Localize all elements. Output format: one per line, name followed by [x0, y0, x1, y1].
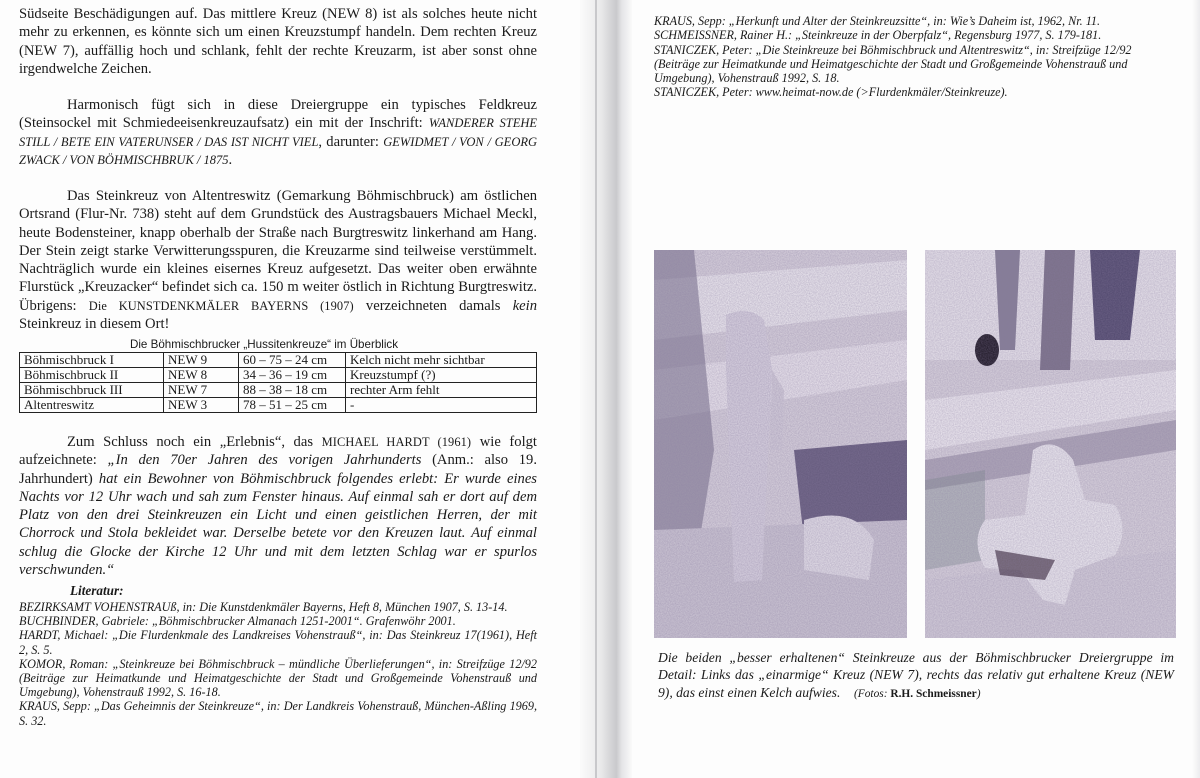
cell-remark: Kreuzstumpf (?): [346, 368, 537, 383]
crosses-table: [19, 352, 537, 413]
credit-prefix: (Fotos:: [853, 687, 891, 700]
paragraph-4-text-a: Zum Schluss noch ein „Erlebnis“, das: [67, 434, 322, 450]
literature-entry: HARDT, Michael: „Die Flurdenkmale des Landkreises Vohenstrauß“, in: Das Steinkreuz 17(1961), Heft 2, S. 5.: [19, 628, 537, 657]
cell-id: NEW 8: [164, 368, 239, 383]
quote-a: „In den 70er Jahren des vorigen Jahrhunderts: [107, 452, 422, 469]
literature-entry: STANICZEK, Peter: „Die Steinkreuze bei Böhmischbruck und Altentreswitz“, in: Streifzüge 12/92 (Beiträge zur Heimatkunde und Heimatgeschichte der Stadt und Großgemeinde Vohenstrauß und Umgebung), Vohenstrauß 1992, S. 18.: [654, 42, 1132, 86]
table-row: [20, 368, 537, 383]
cell-dimensions: 34 – 36 – 19 cm: [239, 368, 346, 383]
paragraph-1: [19, 5, 537, 78]
literature-entry: KRAUS, Sepp: „Das Geheimnis der Steinkreuze“, in: Der Landkreis Vohenstrauß, München-Aßling 1969, S. 32.: [19, 699, 537, 728]
photo-credit: [854, 688, 981, 700]
credit-name: R.H. Schmeissner: [890, 687, 977, 700]
table-title: Die Böhmischbrucker „Hussitenkreuze“ im Überblick: [129, 338, 399, 351]
cell-id: NEW 7: [164, 383, 239, 398]
caption-text: Die beiden „besser erhaltenen“ Steinkreuze aus der Böhmischbrucker Dreiergruppe im Detail: Links das „einarmige“ Kreuz (NEW 7), rechts das relativ gut erhaltene Kreuz (NEW 9), das einst einen Kelch aufwies.: [658, 650, 1174, 700]
literature-entry: KRAUS, Sepp: „Herkunft und Alter der Steinkreuzsitte“, in: Wie’s Daheim ist, 1962, Nr. 11.: [654, 14, 1101, 28]
cell-dimensions: 88 – 38 – 18 cm: [239, 383, 346, 398]
crosses-overview-table: [19, 338, 537, 413]
cell-location: Böhmischbruck III: [20, 383, 164, 398]
literature-list-left: [19, 600, 537, 728]
table-row: [20, 353, 537, 368]
photo-caption: [658, 649, 1174, 703]
paragraph-3-small-caps: Die KUNSTDENKMÄLER BAYERNS (1907): [88, 298, 354, 313]
paragraph-2-text-c: .: [228, 151, 233, 168]
cell-id: NEW 3: [164, 398, 239, 413]
cell-dimensions: 78 – 51 – 25 cm: [239, 398, 346, 413]
paragraph-2-text-b: , darunter:: [318, 133, 384, 150]
inscription-a: WANDERER STEHE STILL / BETE EIN VATERUNSER / DAS IST NICHT VIEL: [19, 116, 537, 149]
cell-location: Altentreswitz: [20, 398, 164, 413]
cell-id: NEW 9: [164, 353, 239, 368]
paragraph-1-text: Südseite Beschädigungen auf. Das mittlere Kreuz (NEW 8) ist als solches heute nicht mehr zu erkennen, es könnte sich um einen Kreuzstumpf handeln. Dem rechten Kreuz (NEW 7), auffällig hoch und schlank, fehlt der rechte Kreuzarm, ist aber sonst ohne irgendwelche Zeichen.: [19, 6, 537, 77]
paragraph-3-text-b: verzeichneten damals: [353, 297, 513, 314]
page-fold: [595, 0, 597, 778]
paragraph-4: [19, 433, 537, 579]
table-row: [20, 383, 537, 398]
credit-suffix: ): [976, 687, 981, 700]
cell-remark: -: [346, 398, 537, 413]
inscription-b: GEWIDMET / VON / GEORG ZWACK / VON BÖHMISCHBRUK / 1875: [19, 134, 538, 167]
cell-remark: Kelch nicht mehr sichtbar: [346, 353, 537, 368]
paragraph-3-text-c: Steinkreuz in diesem Ort!: [19, 316, 170, 333]
paragraph-2: [19, 96, 537, 169]
book-gutter: [580, 0, 632, 778]
paragraph-4-text-c: (Anm.: also 19. Jahrhundert): [19, 452, 537, 487]
cell-remark: rechter Arm fehlt: [346, 383, 537, 398]
paragraph-3-emphasis: kein: [512, 297, 537, 314]
photo-stone-cross-new-9: [925, 250, 1176, 638]
literature-entry: SCHMEISSNER, Rainer H.: „Steinkreuze in der Oberpfalz“, Regensburg 1977, S. 179-181.: [654, 28, 1102, 43]
literature-entry: KOMOR, Roman: „Steinkreuze bei Böhmischbruck – mündliche Überlieferungen“, in: Streifzüge 12/92 (Beiträge zur Heimatkunde und Heimatgeschichte der Stadt und Großgemeinde Vohenstrauß und Umgebung), Vohenstrauß 1992, S. 16-18.: [19, 656, 537, 700]
cell-location: Böhmischbruck I: [20, 353, 164, 368]
literature-entry: STANICZEK, Peter: www.heimat-now.de (>Flurdenkmäler/Steinkreuze).: [654, 85, 1008, 100]
literature-entry: BUCHBINDER, Gabriele: „Böhmischbrucker Almanach 1251-2001“. Grafenwöhr 2001.: [19, 614, 456, 629]
literature-list-right: [654, 14, 1174, 100]
table-row: [20, 398, 537, 413]
cell-dimensions: 60 – 75 – 24 cm: [239, 353, 346, 368]
page-edge: [1192, 0, 1200, 778]
paragraph-3: [19, 187, 537, 333]
paragraph-2-text-a: Harmonisch fügt sich in diese Dreiergruppe ein typisches Feldkreuz (Steinsockel mit Schmiedeeisenkreuzaufsatz) ein mit der Inschrift:: [19, 97, 537, 132]
literature-heading: Literatur:: [70, 583, 124, 598]
paragraph-3-text-a: Das Steinkreuz von Altentreswitz (Gemarkung Böhmischbruck) am östlichen Ortsrand (Flur-Nr. 738) steht auf dem Grundstück des Austragsbauers Michael Meckl, heute Bodensteiner, knapp oberhalb der Straße nach Burgtreswitz linkerhand am Hang. Der Stein zeigt starke Verwitterungsspuren, die Kreuzarme sind teilweise verstümmelt. Nachträglich wurde ein kleines eisernes Kreuz aufgesetzt. Das weiter oben erwähnte Flurstück „Kreuzacker“ befindet sich ca. 150 m weiter östlich in Richtung Burgtreswitz. Übrigens:: [19, 188, 537, 314]
literature-entry: BEZIRKSAMT VOHENSTRAUß, in: Die Kunstdenkmäler Bayerns, Heft 8, München 1907, S. 13-14.: [19, 600, 508, 614]
paragraph-4-text-b: wie folgt aufzeichnete:: [19, 434, 537, 469]
cell-location: Böhmischbruck II: [20, 368, 164, 383]
photo-stone-cross-new-7: [654, 250, 907, 638]
quote-b: hat ein Bewohner von Böhmischbruck folgendes erlebt: Er wurde eines Nachts vor 12 Uhr wach und sah zum Fenster hinaus. Auf einmal sah er dort auf dem Platz von den drei Steinkreuzen ein Licht und einen geistlichen Herren, der mit Chorrock und Stola bekleidet war. Derselbe betete vor den Kreuzen laut. Auf einmal schlug die Glocke der Kirche 12 Uhr und mit dem letzten Schlag war er spurlos verschwunden.“: [19, 470, 537, 579]
paragraph-4-small-caps: MICHAEL HARDT (1961): [321, 435, 472, 449]
